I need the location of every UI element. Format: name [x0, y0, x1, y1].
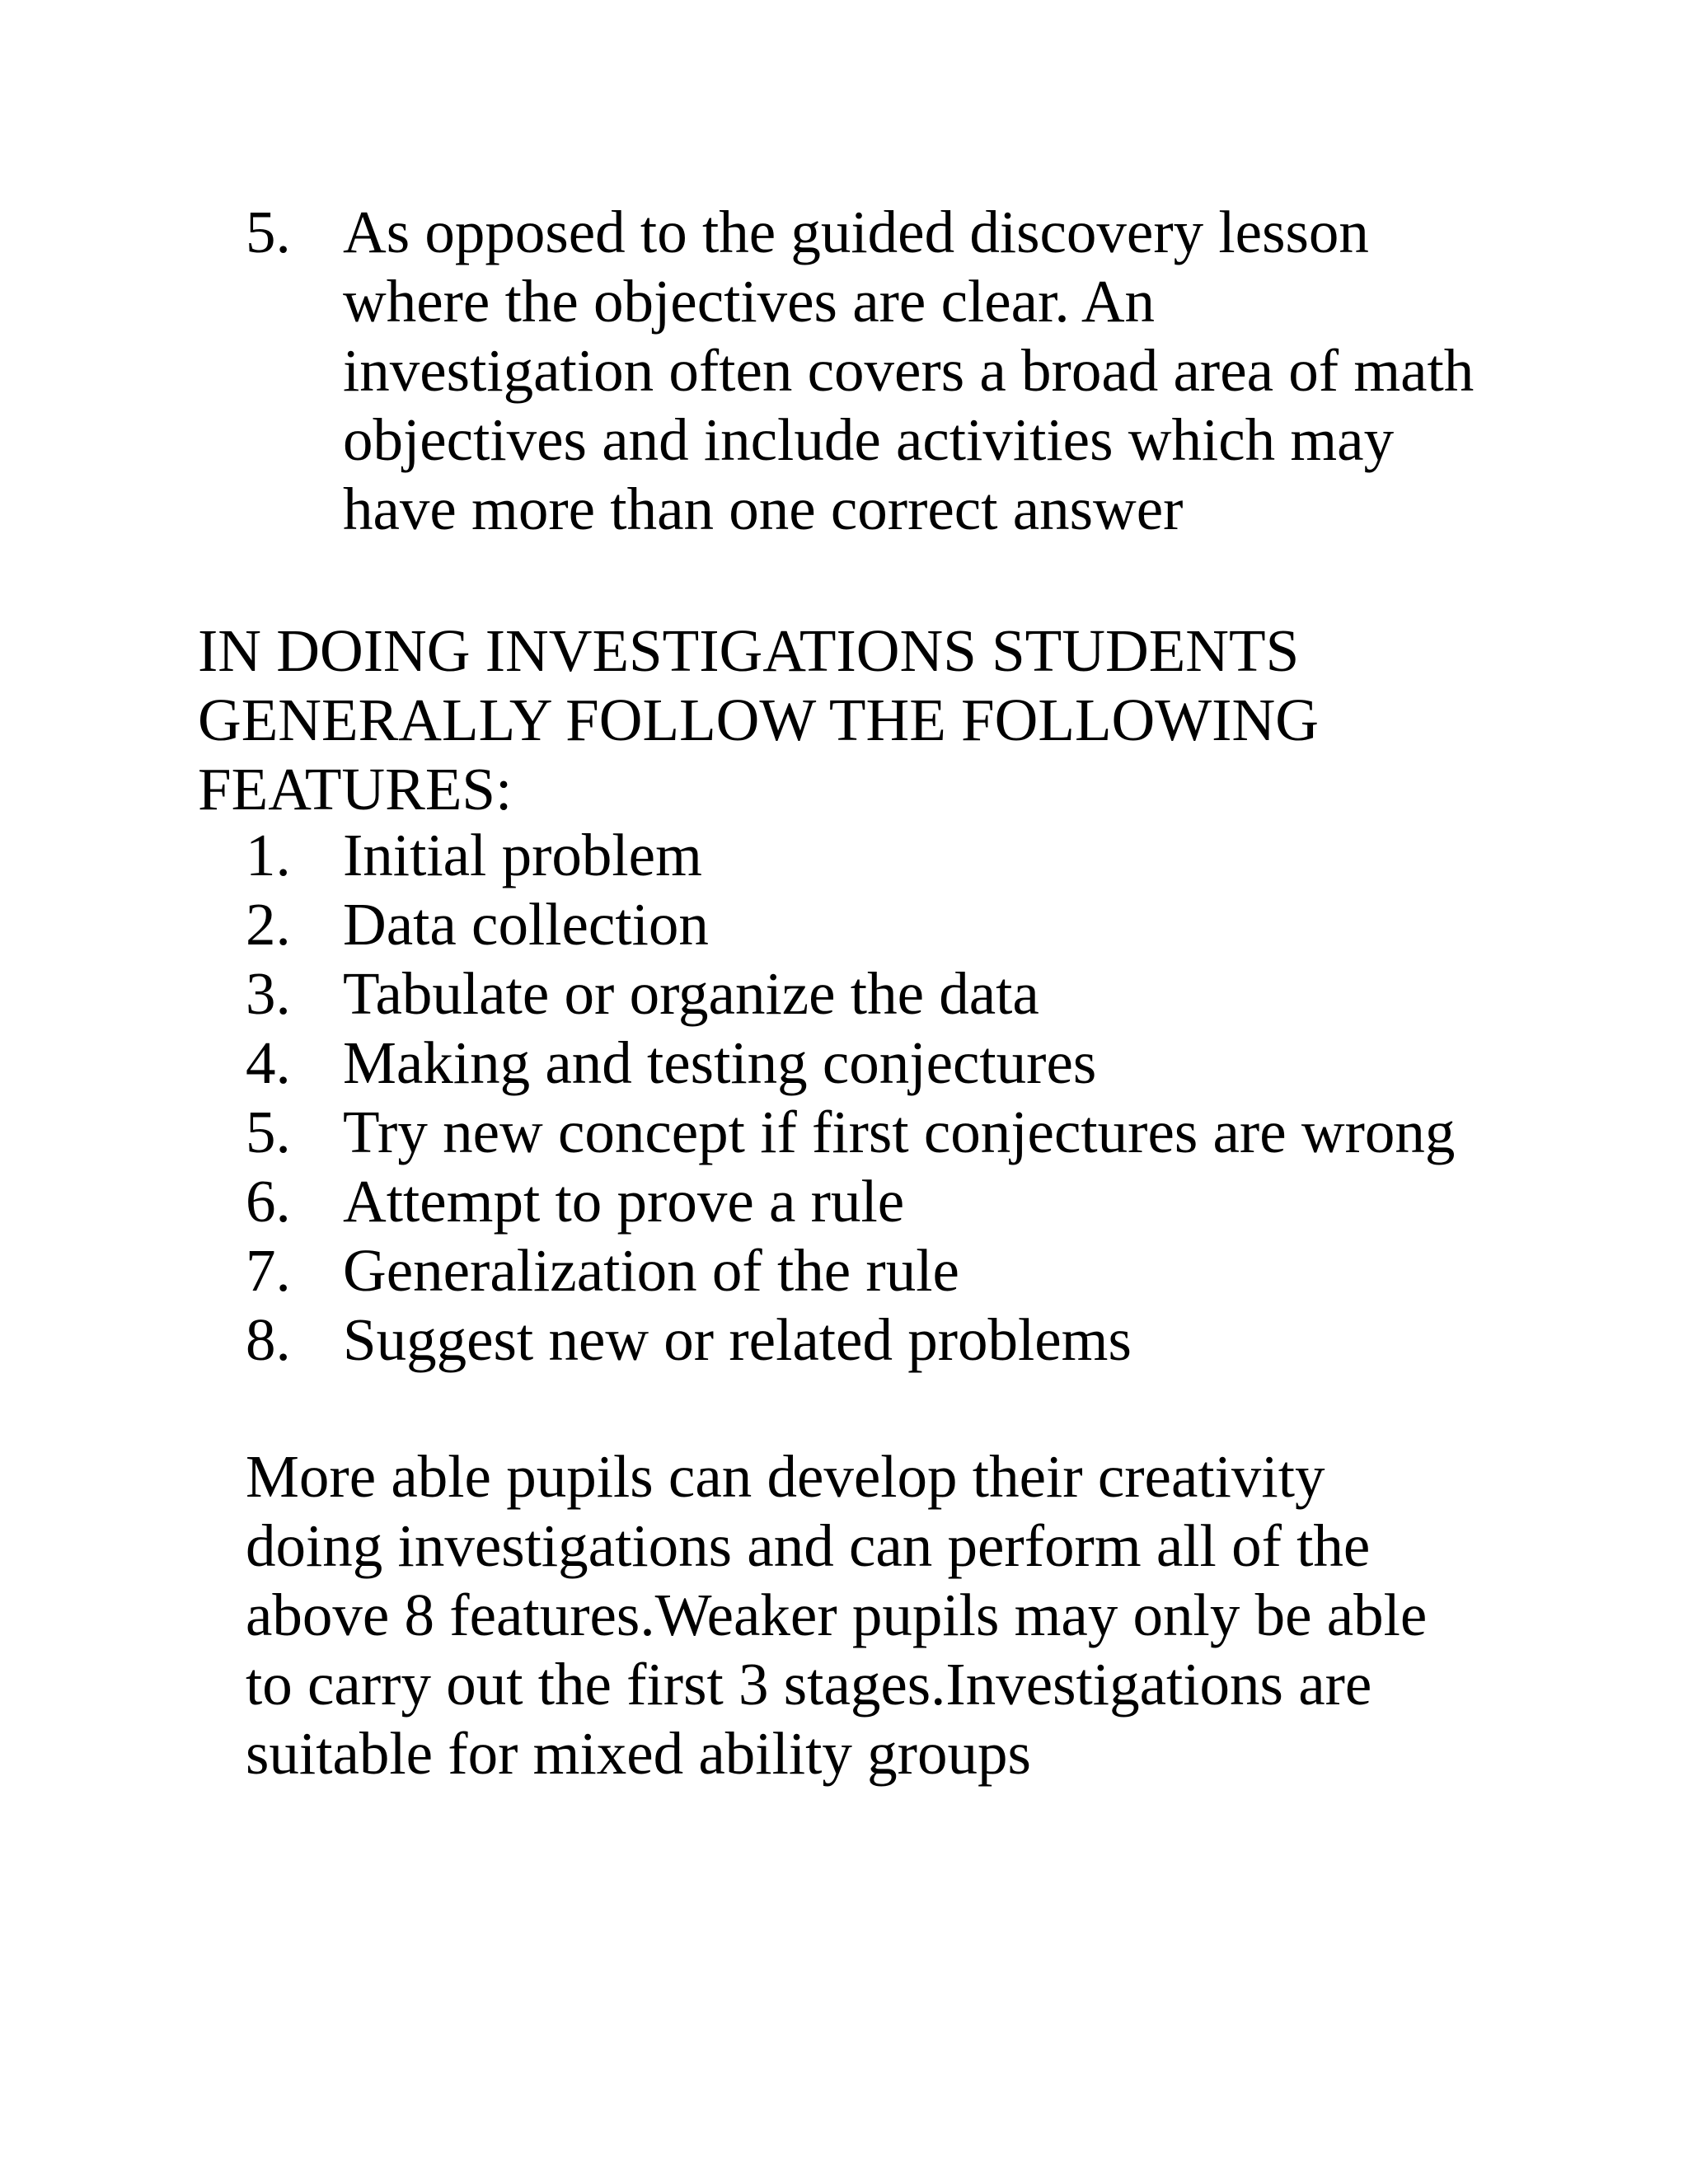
text-line: suitable for mixed ability groups [246, 1720, 1031, 1787]
feature-item [246, 1167, 1663, 1236]
feature-number: 4. [246, 1029, 291, 1096]
feature-label: Attempt to prove a rule [343, 1168, 905, 1235]
text-line: to carry out the first 3 stages.Investigations are [246, 1651, 1372, 1718]
feature-number: 8. [246, 1306, 291, 1373]
heading-line: GENERALLY FOLLOW THE FOLLOWING [198, 687, 1319, 753]
feature-label: Making and testing conjectures [343, 1029, 1097, 1096]
feature-label: Data collection [343, 891, 709, 958]
text-line: investigation often covers a broad area of math [343, 337, 1475, 404]
feature-label: Tabulate or organize the data [343, 960, 1039, 1027]
text-line: As opposed to the guided discovery lesson [343, 199, 1369, 265]
text-line: above 8 features.Weaker pupils may only be able [246, 1582, 1428, 1648]
feature-item [246, 1029, 1663, 1098]
feature-label: Initial problem [343, 822, 702, 888]
feature-item [246, 1236, 1663, 1305]
feature-label: Try new concept if first conjectures are wrong [343, 1099, 1456, 1165]
feature-number: 3. [246, 960, 291, 1027]
feature-item [246, 1305, 1663, 1375]
list-item-text [343, 198, 1474, 544]
list-item-number: 5. [246, 199, 291, 265]
feature-label: Suggest new or related problems [343, 1306, 1132, 1373]
feature-label: Generalization of the rule [343, 1237, 959, 1304]
heading-line: FEATURES: [198, 756, 513, 823]
feature-number: 1. [246, 822, 291, 888]
text-line: where the objectives are clear. An [343, 268, 1156, 335]
feature-number: 5. [246, 1099, 291, 1165]
feature-item [246, 1098, 1663, 1167]
features-list [246, 821, 1663, 1375]
heading-line: IN DOING INVESTIGATIONS STUDENTS [198, 617, 1300, 684]
closing-paragraph [246, 1442, 1427, 1788]
feature-number: 7. [246, 1237, 291, 1304]
feature-number: 2. [246, 891, 291, 958]
text-line: More able pupils can develop their creativity [246, 1443, 1325, 1510]
feature-item [246, 959, 1663, 1029]
text-line: objectives and include activities which may [343, 406, 1395, 473]
feature-number: 6. [246, 1168, 291, 1235]
section-heading [198, 616, 1319, 824]
text-line: have more than one correct answer [343, 476, 1184, 542]
feature-item [246, 890, 1663, 959]
text-line: doing investigations and can perform all of the [246, 1512, 1371, 1579]
feature-item [246, 821, 1663, 890]
